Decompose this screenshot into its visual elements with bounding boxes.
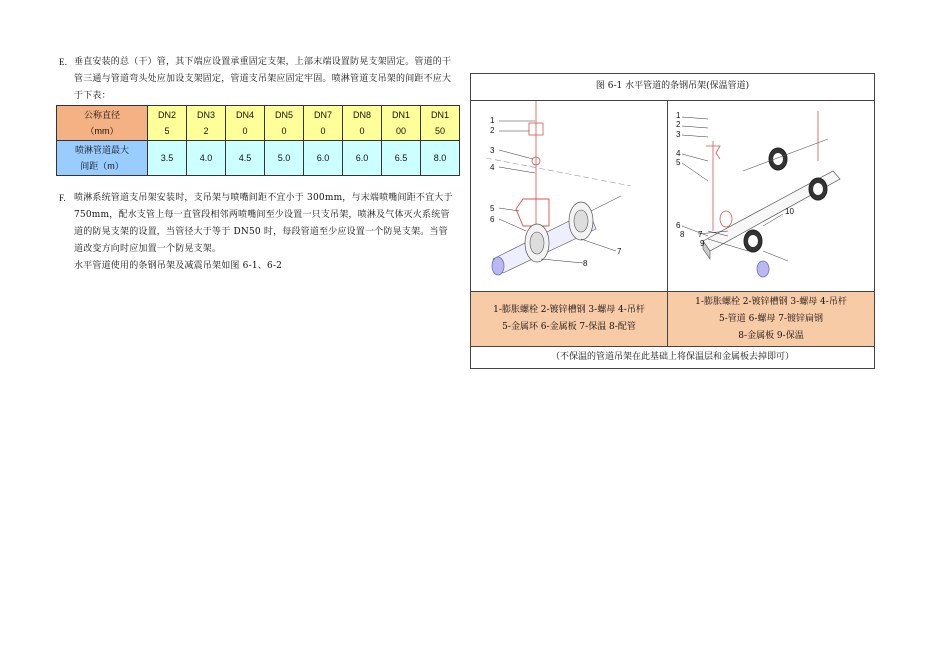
section-g-text: 水平管道使用的条钢吊架及减震吊架如图 6-1、6-2: [74, 261, 283, 271]
section-f-text: 喷淋系统管道支吊架安装时，支吊架与喷嘴间距不宜小于 300mm，与末端喷嘴间距不宜大于 750mm，配水支管上每一直管段相邻两喷嘴间至少设置一只支吊架，喷淋及气体灭火系统管道的防晃支架的设置，当管径大于等于 DN50 时，每段管道至少应设置一个防晃支架。当管道改变方向时应加置一个防晃支架。: [74, 193, 453, 254]
spacing-cell: 6.0: [304, 141, 343, 176]
figure-6-1: [470, 73, 875, 369]
callout-1: 1: [490, 116, 495, 125]
diameter-cell: DN7 0: [304, 106, 343, 141]
damping-hanger-drawing: [668, 101, 874, 291]
channel-hanger-drawing: [471, 101, 668, 291]
diameter-header: 公称直径 （mm）: [57, 106, 148, 141]
callout-10: 10: [785, 207, 794, 216]
support-spacing-table: [56, 105, 460, 176]
callout-3: 3: [490, 146, 495, 155]
left-legend-line-2: 5-金属环 6-金属板 7-保温 8-配管: [502, 322, 636, 332]
right-legend: [668, 291, 874, 346]
spacing-cell: 6.0: [343, 141, 382, 176]
section-f: [59, 190, 454, 258]
spacing-cell: 6.5: [382, 141, 421, 176]
right-legend-line-3: 8-金属板 9-保温: [738, 330, 804, 341]
left-legend-line-1: 1-膨胀螺栓 2-镀锌槽钢 3-螺母 4-吊杆: [493, 305, 645, 315]
hanger-diagram-right: [668, 101, 874, 291]
hanger-diagram-left: [471, 101, 667, 291]
right-legend-line-2: 5-管道 6-螺母 7-镀锌扁钢: [718, 313, 824, 324]
callout-7: 7: [698, 230, 703, 239]
callout-5: 5: [490, 204, 495, 213]
diameter-cell: DN1 00: [382, 106, 421, 141]
callout-4: 4: [676, 149, 681, 158]
callout-4: 4: [490, 163, 495, 172]
diameter-cell: DN1 50: [421, 106, 460, 141]
callout-7: 7: [617, 247, 622, 256]
callout-5: 5: [676, 158, 681, 167]
section-g: [74, 258, 454, 275]
spacing-header: 喷淋管道最大 间距（m）: [57, 141, 148, 176]
spacing-cell: 3.5: [148, 141, 187, 176]
callout-3: 3: [676, 130, 681, 139]
right-legend-line-1: 1-膨胀螺栓 2-镀锌槽钢 3-螺母 4-吊杆: [695, 296, 847, 307]
diameter-cell: DN4 0: [226, 106, 265, 141]
diameter-cell: DN8 0: [343, 106, 382, 141]
diameter-cell: DN3 2: [187, 106, 226, 141]
section-e: [59, 54, 454, 105]
spacing-cell: 5.0: [265, 141, 304, 176]
table-row-diameter: [57, 106, 460, 141]
callout-9: 9: [700, 239, 705, 248]
spacing-cell: 8.0: [421, 141, 460, 176]
figure-note: （不保温的管道吊架在此基础上将保温层和金属板去掉即可）: [471, 346, 874, 369]
spacing-cell: 4.5: [226, 141, 265, 176]
callout-6: 6: [676, 221, 681, 230]
left-legend: [471, 291, 668, 346]
callout-8: 8: [680, 230, 685, 239]
diameter-cell: DN5 0: [265, 106, 304, 141]
section-f-marker: F.: [59, 193, 66, 203]
callout-1: 1: [676, 111, 681, 120]
figure-title: 图 6-1 水平管道的条钢吊架(保温管道): [471, 74, 874, 101]
callout-2: 2: [676, 120, 681, 129]
section-e-text: 垂直安装的总（干）管，其下端应设置承重固定支架，上部末端设置防晃支架固定。管道的干管三通与管道弯头处应加设支架固定，管道支吊架应固定牢固。喷淋管道支吊架的间距不应大于下表：: [74, 57, 452, 101]
callout-2: 2: [490, 126, 495, 135]
callout-6: 6: [490, 215, 495, 224]
spacing-cell: 4.0: [187, 141, 226, 176]
callout-8: 8: [583, 259, 588, 268]
table-row-spacing: [57, 141, 460, 176]
section-e-marker: E.: [59, 57, 68, 67]
diameter-cell: DN2 5: [148, 106, 187, 141]
